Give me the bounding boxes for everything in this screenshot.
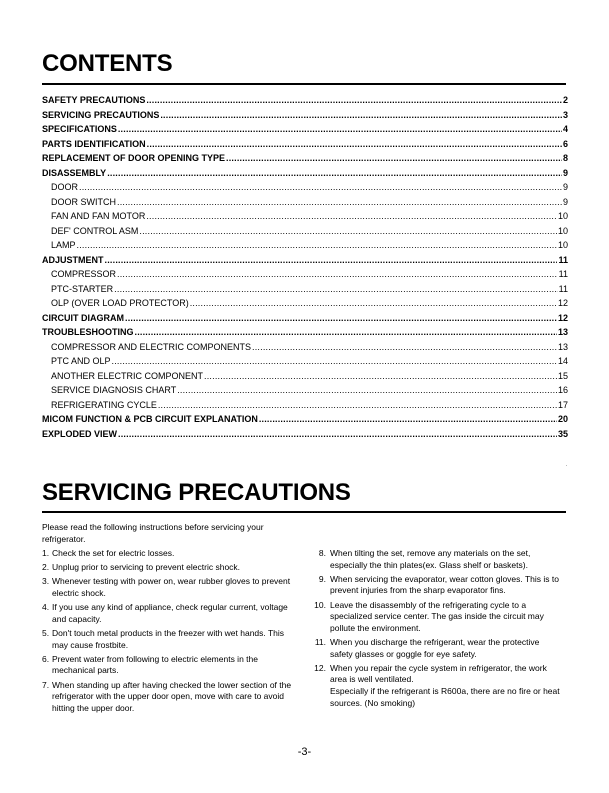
contents-title: CONTENTS bbox=[42, 50, 173, 77]
toc-leader-dots bbox=[146, 209, 557, 224]
toc-entry[interactable] bbox=[42, 427, 568, 442]
precaution-number: 12. bbox=[314, 662, 326, 673]
precaution-number: 8. bbox=[318, 548, 326, 558]
toc-leader-dots bbox=[117, 267, 558, 282]
toc-entry-page: 6 bbox=[562, 138, 568, 149]
precaution-item bbox=[310, 663, 562, 709]
toc-entry[interactable] bbox=[42, 137, 568, 152]
toc-leader-dots bbox=[135, 325, 557, 340]
precaution-item bbox=[42, 680, 292, 715]
toc-leader-dots bbox=[114, 282, 557, 297]
precaution-item bbox=[42, 548, 292, 560]
table-of-contents bbox=[42, 93, 568, 441]
toc-entry-label: TROUBLESHOOTING bbox=[42, 327, 134, 337]
toc-entry[interactable] bbox=[42, 383, 568, 398]
toc-entry-page: 9 bbox=[562, 196, 568, 207]
toc-entry-label: ANOTHER ELECTRIC COMPONENT bbox=[51, 370, 204, 381]
precaution-number: 5. bbox=[42, 627, 50, 638]
toc-entry-page: 9 bbox=[562, 167, 568, 178]
toc-leader-dots bbox=[125, 311, 557, 326]
toc-entry-page: 14 bbox=[557, 356, 568, 366]
toc-entry-page: 4 bbox=[562, 124, 568, 134]
toc-entry[interactable] bbox=[42, 267, 568, 282]
precaution-item bbox=[310, 574, 562, 597]
toc-entry-page: 11 bbox=[558, 254, 568, 265]
toc-entry-label: ADJUSTMENT bbox=[42, 254, 104, 265]
precaution-text: When you discharge the refrigerant, wear the protective safety glasses or goggle for eye safety. bbox=[330, 636, 540, 659]
toc-leader-dots bbox=[107, 166, 562, 181]
toc-entry-page: 13 bbox=[557, 341, 568, 352]
precaution-number: 10. bbox=[314, 599, 326, 610]
toc-entry[interactable] bbox=[42, 195, 568, 210]
toc-entry[interactable] bbox=[42, 296, 568, 311]
toc-leader-dots bbox=[77, 238, 557, 253]
precaution-item bbox=[42, 628, 292, 651]
precaution-text: Unplug prior to servicing to prevent electric shock. bbox=[52, 562, 241, 573]
precaution-number: 2. bbox=[42, 562, 50, 573]
precaution-item bbox=[42, 654, 292, 677]
toc-entry-page: 20 bbox=[557, 414, 568, 424]
toc-entry-page: 11 bbox=[558, 269, 568, 279]
toc-entry-page: 3 bbox=[562, 109, 568, 120]
toc-leader-dots bbox=[105, 253, 558, 268]
precaution-text: Whenever testing with power on, wear rubber gloves to prevent electric shock. bbox=[52, 576, 291, 598]
precaution-text: When you repair the cycle system in refrigerator, the work area is well ventilated. Especially if the refrigerant is R600a, there are no fire or heat sources. (No smoking) bbox=[330, 662, 560, 708]
toc-entry[interactable] bbox=[42, 412, 568, 427]
precaution-item bbox=[310, 637, 562, 660]
toc-entry[interactable] bbox=[42, 340, 568, 355]
toc-entry-page: 16 bbox=[557, 385, 568, 395]
precaution-text: When standing up after having checked the lower section of the refrigerator with the upper door open, move with care to avoid hitting the upper door. bbox=[52, 679, 292, 713]
toc-entry-label: COMPRESSOR AND ELECTRIC COMPONENTS bbox=[51, 341, 252, 352]
precaution-number: 3. bbox=[42, 576, 50, 587]
precautions-list-left bbox=[42, 548, 292, 717]
contents-divider bbox=[42, 83, 566, 85]
toc-entry[interactable] bbox=[42, 108, 568, 123]
toc-leader-dots bbox=[226, 151, 562, 166]
toc-entry-label: SERVICE DIAGNOSIS CHART bbox=[51, 385, 177, 395]
toc-leader-dots bbox=[147, 137, 562, 152]
toc-entry-label: EXPLODED VIEW bbox=[42, 428, 118, 439]
toc-entry[interactable] bbox=[42, 224, 568, 239]
precaution-text: Prevent water from following to electric elements in the mechanical parts. bbox=[52, 653, 258, 676]
toc-entry[interactable] bbox=[42, 209, 568, 224]
servicing-title: SERVICING PRECAUTIONS bbox=[42, 479, 351, 506]
precaution-text: If you use any kind of appliance, check regular current, voltage and capacity. bbox=[52, 602, 288, 624]
toc-leader-dots bbox=[177, 383, 557, 398]
precaution-number: 7. bbox=[42, 679, 50, 690]
precaution-number: 6. bbox=[42, 653, 50, 664]
precaution-item bbox=[42, 576, 292, 599]
servicing-divider bbox=[42, 511, 566, 513]
toc-entry-label: PTC AND OLP bbox=[51, 356, 111, 366]
precaution-number: 4. bbox=[42, 602, 50, 613]
toc-leader-dots bbox=[204, 369, 557, 384]
servicing-intro: Please read the following instructions before servicing your refrigerator. bbox=[42, 522, 264, 544]
precaution-item bbox=[42, 602, 292, 625]
toc-entry[interactable] bbox=[42, 369, 568, 384]
toc-entry-label: PARTS IDENTIFICATION bbox=[42, 138, 146, 149]
toc-entry-label: FAN AND FAN MOTOR bbox=[51, 211, 146, 221]
toc-entry-page: 35 bbox=[557, 428, 568, 439]
toc-leader-dots bbox=[112, 354, 557, 369]
toc-entry-page: 10 bbox=[557, 211, 568, 221]
toc-entry[interactable] bbox=[42, 151, 568, 166]
toc-entry-label: DOOR bbox=[51, 182, 78, 192]
precaution-text: Leave the disassembly of the refrigerating cycle to a specialized service center. The gas inside the circuit may pollute the environment. bbox=[330, 599, 544, 633]
toc-entry[interactable] bbox=[42, 398, 568, 413]
toc-entry[interactable] bbox=[42, 282, 568, 297]
toc-leader-dots bbox=[190, 296, 557, 311]
toc-entry-label: PTC-STARTER bbox=[51, 283, 114, 294]
toc-leader-dots bbox=[118, 122, 562, 137]
toc-leader-dots bbox=[79, 180, 562, 195]
precaution-text: When tilting the set, remove any materials on the set, especially the thin plates(ex. Glass shelf or baskets). bbox=[330, 548, 531, 570]
toc-entry-label: MICOM FUNCTION & PCB CIRCUIT EXPLANATION bbox=[42, 414, 258, 424]
toc-entry-label: SAFETY PRECAUTIONS bbox=[42, 95, 146, 105]
toc-entry-label: REFRIGERATING CYCLE bbox=[51, 399, 157, 410]
toc-entry[interactable] bbox=[42, 180, 568, 195]
toc-entry-page: 9 bbox=[562, 182, 568, 192]
toc-entry-page: 12 bbox=[557, 298, 568, 308]
toc-entry-page: 2 bbox=[562, 95, 568, 105]
page-number: -3- bbox=[297, 746, 312, 758]
toc-entry-page: 17 bbox=[557, 399, 568, 410]
precaution-number: 9. bbox=[318, 573, 326, 584]
toc-entry-label: REPLACEMENT OF DOOR OPENING TYPE bbox=[42, 153, 226, 163]
toc-leader-dots bbox=[118, 427, 557, 442]
toc-entry[interactable] bbox=[42, 238, 568, 253]
toc-leader-dots bbox=[160, 108, 562, 123]
precaution-item bbox=[310, 600, 562, 635]
toc-entry-page: 10 bbox=[557, 240, 568, 250]
toc-leader-dots bbox=[158, 398, 557, 413]
toc-entry[interactable] bbox=[42, 311, 568, 326]
toc-entry-label: DISASSEMBLY bbox=[42, 167, 107, 178]
toc-entry-page: 13 bbox=[557, 327, 568, 337]
precautions-list-right bbox=[310, 548, 562, 712]
toc-entry-label: DEF' CONTROL ASM bbox=[51, 225, 139, 236]
toc-leader-dots bbox=[117, 195, 562, 210]
toc-entry-page: 8 bbox=[562, 153, 568, 163]
toc-entry[interactable] bbox=[42, 93, 568, 108]
scan-speck bbox=[566, 465, 567, 466]
precaution-number: 1. bbox=[42, 548, 50, 558]
toc-entry-page: 15 bbox=[557, 370, 568, 381]
precaution-item bbox=[42, 562, 292, 574]
precaution-text: When servicing the evaporator, wear cotton gloves. This is to prevent injuries from the sharp evaporator fins. bbox=[330, 573, 559, 596]
toc-entry-label: SERVICING PRECAUTIONS bbox=[42, 109, 160, 120]
toc-entry-page: 11 bbox=[558, 283, 568, 294]
toc-entry-page: 10 bbox=[557, 225, 568, 236]
precaution-text: Check the set for electric losses. bbox=[52, 548, 175, 558]
toc-entry-label: COMPRESSOR bbox=[51, 269, 117, 279]
precaution-number: 11. bbox=[314, 636, 326, 647]
precaution-item bbox=[310, 548, 562, 571]
toc-entry-label: LAMP bbox=[51, 240, 76, 250]
toc-leader-dots bbox=[259, 412, 557, 427]
toc-entry[interactable] bbox=[42, 166, 568, 181]
precaution-text: Don't touch metal products in the freezer with wet hands. This may cause frostbite. bbox=[52, 627, 285, 650]
toc-entry-label: SPECIFICATIONS bbox=[42, 124, 117, 134]
toc-leader-dots bbox=[146, 93, 562, 108]
toc-leader-dots bbox=[252, 340, 557, 355]
toc-entry[interactable] bbox=[42, 122, 568, 137]
toc-entry[interactable] bbox=[42, 253, 568, 268]
toc-leader-dots bbox=[139, 224, 557, 239]
toc-entry[interactable] bbox=[42, 354, 568, 369]
toc-entry-label: DOOR SWITCH bbox=[51, 196, 116, 207]
toc-entry-label: CIRCUIT DIAGRAM bbox=[42, 312, 124, 323]
toc-entry[interactable] bbox=[42, 325, 568, 340]
toc-entry-label: OLP (OVER LOAD PROTECTOR) bbox=[51, 298, 189, 308]
toc-entry-page: 12 bbox=[557, 312, 568, 323]
